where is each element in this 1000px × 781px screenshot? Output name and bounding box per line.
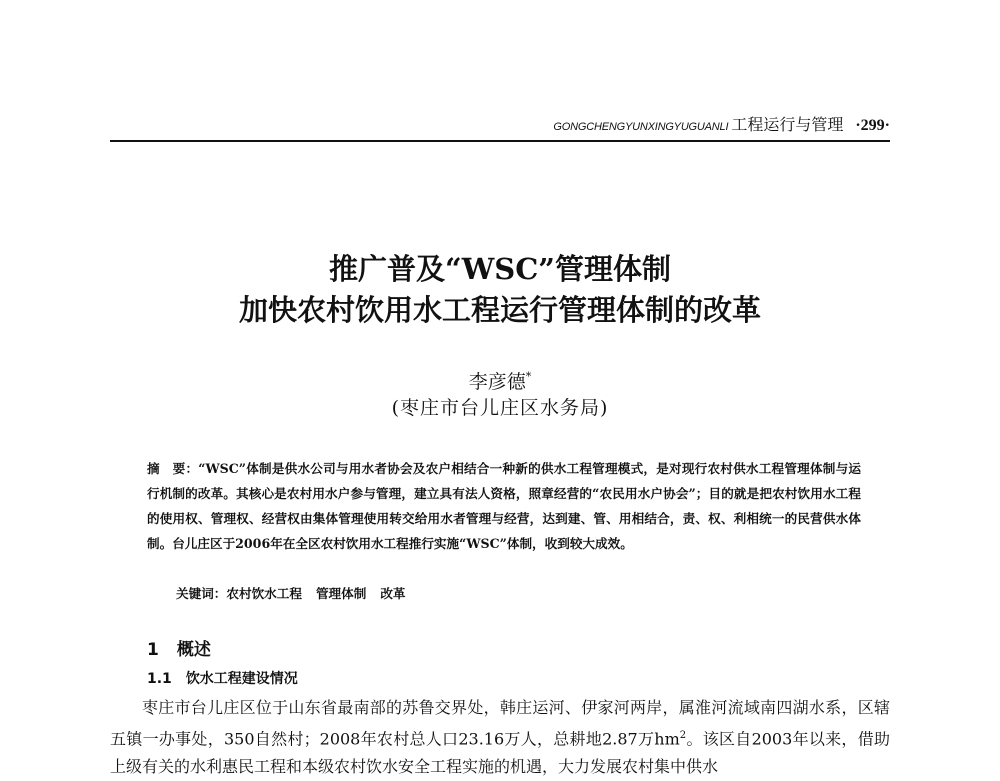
section-title: 概述	[176, 640, 211, 660]
keywords	[176, 581, 866, 606]
subsection-title: 饮水工程建设情况	[185, 671, 298, 687]
keyword: 改革	[380, 586, 406, 601]
abstract-label: 摘 要：	[147, 461, 199, 476]
page-number: ·299·	[855, 117, 890, 134]
title-line-1: 推广普及“WSC”管理体制	[329, 252, 671, 286]
subsection-number: 1.1	[147, 671, 172, 687]
journal-name-chinese: 工程运行与管理	[731, 115, 844, 134]
paragraph-text: 枣庄市台儿庄区位于山东省最南部的苏鲁交界处，韩庄运河、伊家河两岸，属淮河流域南四湖水系，区辖五镇一办事处，350自然村；2008年农村总人口23.16万人，总耕地2.87万hm	[110, 698, 890, 749]
running-head	[110, 113, 890, 137]
author-footnote-mark: *	[525, 370, 532, 383]
author-affiliation: (枣庄市台儿庄区水务局)	[391, 397, 609, 419]
keyword: 管理体制	[315, 586, 367, 601]
journal-name-pinyin: GONGCHENGYUNXINGYUGUANLI	[553, 121, 729, 133]
keywords-label: 关键词：	[176, 586, 227, 601]
header-rule	[110, 140, 890, 142]
abstract	[147, 456, 861, 556]
superscript: 2	[679, 730, 687, 741]
abstract-text: “WSC”体制是供水公司与用水者协会及农户相结合一种新的供水工程管理模式，是对现行农村供水工程管理体制与运行机制的改革。其核心是农村用水户参与管理，建立具有法人资格，照章经营的“农民用水户协会”；目的就是把农村饮用水工程的使用权、管理权、经营权由集体管理使用转交给用水者管理与经营，达到建、管、用相结合，责、权、利相统一的民营供水体制。台儿庄区于2006年在全区农村饮用水工程推行实施“WSC”体制，收到较大成效。	[147, 461, 861, 551]
keyword: 农村饮水工程	[226, 586, 302, 601]
title-line-2: 加快农村饮用水工程运行管理体制的改革	[238, 293, 761, 327]
author-name: 李彦德	[468, 371, 526, 393]
body-text	[110, 694, 890, 777]
paragraph-text-continued: 。该区自2003年以来，借助上级有关的水利惠民工程和本级农村饮水安全工程实施的机遇，大力发展农村集中供水	[110, 729, 890, 777]
subsection-heading	[147, 667, 298, 691]
paragraph	[110, 694, 890, 781]
section-number: 1	[147, 640, 159, 660]
section-heading	[147, 637, 211, 663]
author	[110, 364, 890, 395]
